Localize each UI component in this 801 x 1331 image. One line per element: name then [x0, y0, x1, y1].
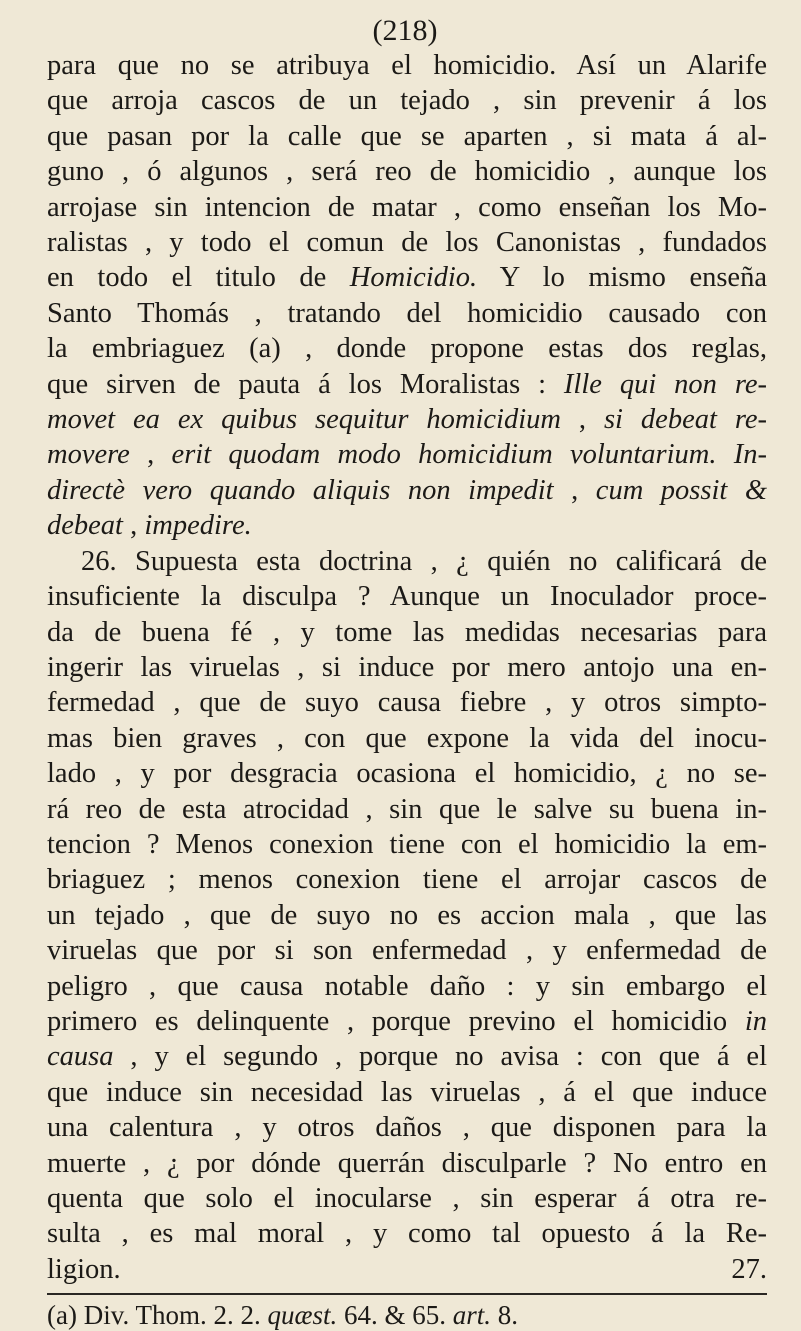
italic-text: Ille qui non re- — [563, 368, 767, 400]
text-segment: un tejado , que de suyo no es accion mala , que las — [47, 899, 767, 931]
text-segment: que induce sin necesidad las viruelas , á el que induce — [47, 1076, 767, 1108]
footnote-segment: (a) Div. Thom. 2. 2. — [47, 1300, 268, 1331]
text-segment: una calentura , y otros daños , que disponen para la — [47, 1112, 767, 1144]
italic-text: erit quodam modo homicidium voluntarium. In- — [171, 439, 768, 471]
text-line — [47, 933, 767, 968]
text-line — [47, 1004, 767, 1039]
text-segment: briaguez ; menos conexion tiene el arrojar cascos de — [47, 864, 767, 896]
text-line — [47, 685, 767, 720]
text-segment: , — [560, 404, 604, 436]
text-line — [47, 296, 767, 331]
text-segment: guno , ó algunos , será reo de homicidio , aunque los — [47, 156, 767, 188]
text-line — [47, 367, 767, 402]
text-line — [47, 225, 767, 260]
italic-text: Homicidio. — [349, 262, 478, 294]
text-segment: quenta que solo el inocularse , sin esperar á otra re- — [47, 1183, 767, 1214]
text-segment: que pasan por la calle que se aparten , si mata á al- — [47, 120, 767, 152]
footnote-segment: 8. — [491, 1300, 519, 1331]
text-line — [47, 190, 767, 225]
footnote — [47, 1299, 767, 1331]
text-line — [47, 615, 767, 650]
text-line — [47, 721, 767, 756]
page-number: (218) — [372, 14, 438, 47]
text-segment: tencion ? Menos conexion tiene con el homicidio la em- — [47, 828, 767, 860]
text-segment: , — [129, 439, 172, 471]
catchword: 27. — [731, 1253, 767, 1285]
italic-text: movere — [47, 439, 130, 471]
text-segment: muerte , ¿ por dónde querrán disculparle ? No entro en — [47, 1147, 767, 1179]
text-segment: para que no se atribuya el homicidio. Así un Alarife — [47, 50, 767, 81]
footnote-italic: quæst. — [267, 1300, 338, 1331]
italic-text: causa — [47, 1041, 114, 1073]
text-segment: viruelas que por si son enfermedad , y enfermedad de — [47, 935, 767, 967]
text-segment: insuficiente la disculpa ? Aunque un Inoculador proce- — [47, 581, 767, 613]
text-line — [47, 83, 767, 118]
italic-text: directè vero quando aliquis non impedit — [47, 474, 554, 506]
text-line — [47, 1110, 767, 1145]
text-line — [47, 119, 767, 154]
text-line — [47, 1075, 767, 1110]
text-line — [47, 1146, 767, 1181]
text-segment: primero es delinquente , porque previno el homicidio — [47, 1005, 745, 1037]
text-segment: en todo el titulo de — [47, 262, 350, 294]
text-line — [47, 1181, 767, 1216]
text-line — [47, 792, 767, 827]
italic-text: impedire. — [144, 510, 252, 542]
text-line — [47, 969, 767, 1004]
text-segment: lado , y por desgracia ocasiona el homicidio, ¿ no se- — [47, 758, 767, 790]
text-line — [47, 1039, 767, 1074]
text-segment: ralistas , y todo el comun de los Canonistas , fundados — [47, 227, 767, 259]
text-segment: sulta , es mal moral , y como tal opuesto á la Re- — [47, 1218, 767, 1250]
text-line — [47, 579, 767, 614]
text-segment: rá reo de esta atrocidad , sin que le salve su buena in- — [47, 793, 767, 825]
text-line — [47, 260, 767, 295]
body-text — [47, 48, 767, 1287]
text-segment: que arroja cascos de un tejado , sin prevenir á los — [47, 85, 767, 117]
italic-text: si debeat re- — [603, 404, 768, 436]
italic-text: cum possit & — [595, 474, 768, 506]
text-line — [47, 48, 767, 83]
text-line — [47, 473, 767, 508]
text-segment: peligro , que causa notable daño : y sin embargo el — [47, 970, 767, 1002]
text-line — [47, 402, 767, 437]
text-segment: Y lo mismo enseña — [477, 262, 767, 294]
text-segment: da de buena fé , y tome las medidas necesarias para — [47, 616, 767, 648]
footnote-divider — [47, 1293, 767, 1295]
text-segment: que sirven de pauta á los Moralistas : — [47, 368, 564, 400]
text-segment: , — [122, 510, 145, 542]
text-segment: ingerir las viruelas , si induce por mero antojo una en- — [47, 651, 767, 683]
text-segment: arrojase sin intencion de matar , como enseñan los Mo- — [47, 191, 767, 223]
footnote-italic: art. — [452, 1300, 492, 1331]
text-segment: mas bien graves , con que expone la vida del inocu- — [47, 722, 767, 754]
text-line — [47, 154, 767, 189]
footnote-segment: 64. & 65. — [337, 1300, 453, 1331]
italic-text: movet ea ex quibus sequitur homicidium — [47, 404, 561, 436]
text-line — [47, 508, 767, 543]
text-line — [47, 437, 767, 472]
text-line — [47, 862, 767, 897]
text-segment: 26. Supuesta esta doctrina , ¿ quién no calificará de — [81, 545, 767, 577]
text-segment: Santo Thomás , tratando del homicidio causado con — [47, 297, 767, 329]
italic-text: debeat — [47, 510, 123, 542]
text-line — [47, 650, 767, 685]
text-line — [47, 1252, 767, 1287]
text-line — [47, 1216, 767, 1251]
text-segment: la embriaguez (a) , donde propone estas dos reglas, — [47, 333, 767, 365]
text-line — [47, 756, 767, 791]
text-segment: ligion. — [47, 1253, 121, 1285]
italic-text: in — [744, 1005, 767, 1037]
text-segment: , y el segundo , porque no avisa : con que á el — [113, 1041, 767, 1073]
text-line — [47, 898, 767, 933]
text-segment: fermedad , que de suyo causa fiebre , y otros simpto- — [47, 687, 767, 719]
text-line — [47, 827, 767, 862]
text-line — [47, 544, 767, 579]
text-segment: , — [553, 474, 596, 506]
text-line — [47, 331, 767, 366]
